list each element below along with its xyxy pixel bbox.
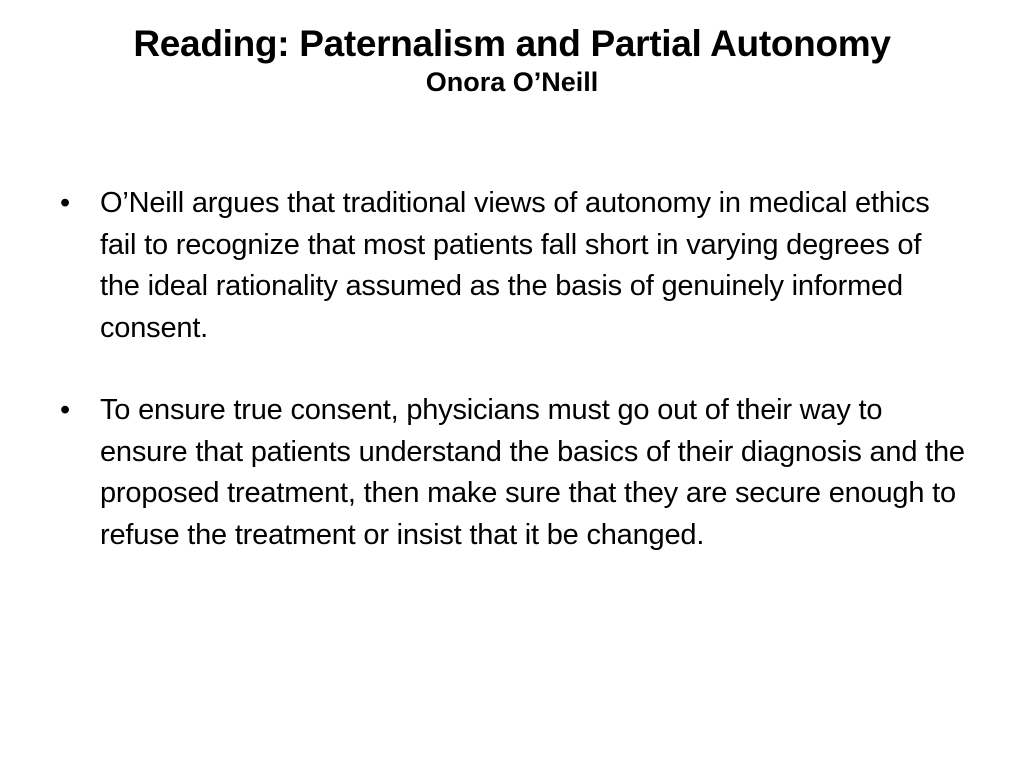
slide-title: Reading: Paternalism and Partial Autonomy [133, 23, 891, 64]
bullet-marker: • [60, 394, 70, 426]
title-block [40, 22, 984, 100]
bullet-marker: • [60, 187, 70, 219]
bullet-item [58, 183, 968, 349]
bullet-text: O’Neill argues that traditional views of autonomy in medical ethics fail to recognize that most patients fall short in varying degrees of the ideal rationality assumed as the basis of genuinely informed consent. [100, 187, 930, 344]
bullet-item [58, 390, 968, 556]
bullet-text: To ensure true consent, physicians must go out of their way to ensure that patients understand the basics of their diagnosis and the proposed treatment, then make sure that they are secure enough to refuse the treatment or insist that it be changed. [100, 394, 965, 551]
bullet-list [58, 183, 968, 597]
slide-subtitle: Onora O’Neill [425, 67, 599, 98]
